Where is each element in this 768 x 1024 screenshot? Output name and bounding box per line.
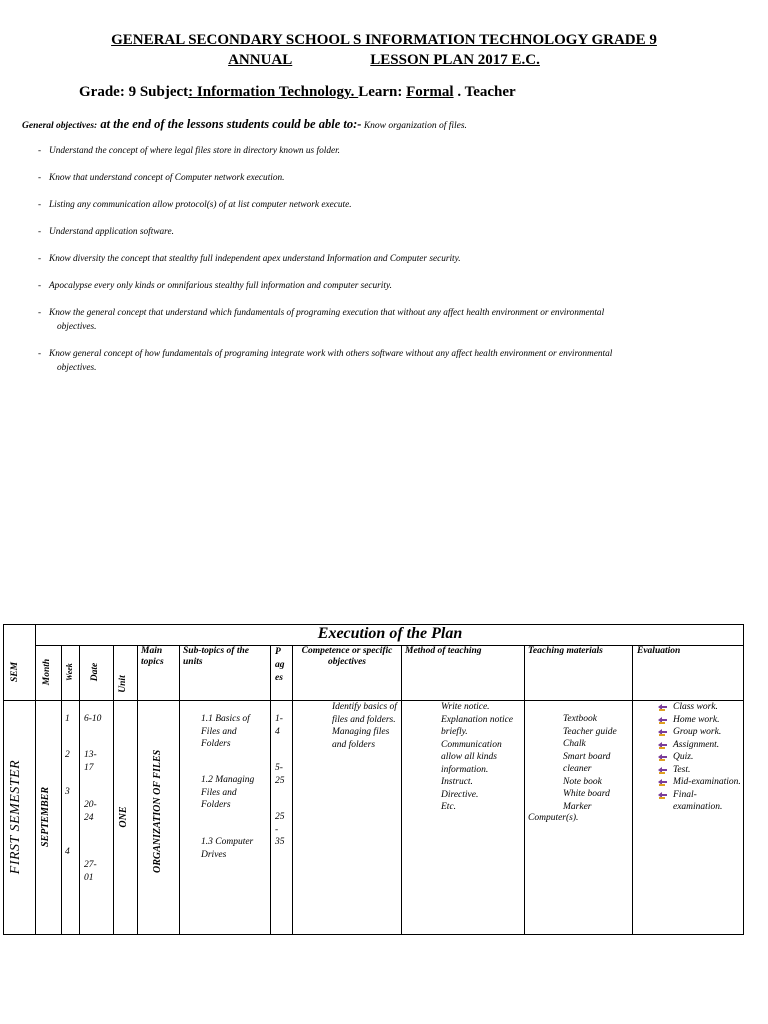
title-lesson-plan: LESSON PLAN 2017 E.C. (370, 52, 540, 68)
learn-value: Formal (406, 84, 454, 100)
header-materials: Teaching materials (528, 646, 603, 656)
document-title-line1: GENERAL SECONDARY SCHOOL S INFORMATION TECHNOLOGY GRADE 9 (111, 32, 657, 48)
col-divider (179, 645, 180, 935)
grade-subject-line (79, 84, 516, 101)
header-sem: SEM (10, 661, 20, 683)
objective-item: - Apocalypse every only kinds or omnifarious stealthy full information and computer security. (38, 279, 718, 293)
header-method: Method of teaching (405, 646, 482, 656)
week-number: 1 (65, 714, 70, 724)
header-pages: P ag es (275, 647, 285, 683)
evaluation-item (657, 701, 741, 714)
subtopic: 1.1 Basics of Files and Folders (201, 714, 250, 749)
col-divider (79, 645, 80, 935)
document-title-line2 (0, 51, 768, 70)
evaluation-text: Test. (673, 764, 691, 775)
objectives-first: Know organization of files. (361, 121, 467, 131)
header-competence: Competence or specific objectives (301, 646, 393, 667)
evaluation-item (657, 764, 741, 777)
table-caption: Execution of the Plan (317, 625, 463, 642)
material-item: Textbook (563, 714, 597, 724)
objective-text-cont: objectives. (57, 322, 97, 332)
title-annual: ANNUAL (228, 52, 293, 68)
evaluation-text: Group work. (673, 727, 722, 737)
evaluation-list (657, 701, 741, 814)
header-date: Date (90, 662, 100, 682)
material-item: Smart board cleaner (563, 751, 611, 774)
col-divider (137, 645, 138, 935)
objective-item (38, 347, 718, 375)
general-objectives-line (22, 117, 467, 132)
pointing-hand-icon (657, 753, 668, 762)
unit-label: ONE (118, 806, 129, 828)
pointing-hand-icon (657, 741, 668, 750)
week-number: 4 (65, 847, 70, 857)
objectives-list (38, 144, 718, 388)
page-range: 5- 25 (275, 763, 285, 786)
table-border-right (743, 624, 744, 935)
evaluation-text: Mid-examination. (673, 777, 741, 787)
header-main-topics: Main topics (141, 646, 164, 667)
col-divider (61, 645, 62, 935)
competence-item: Managing files and folders (332, 727, 390, 750)
competence-list (314, 701, 400, 751)
method-item: Directive. (441, 789, 479, 800)
week-number: 3 (65, 787, 70, 797)
objectives-label: General objectives: (22, 121, 98, 131)
evaluation-item (657, 739, 741, 752)
competence-item: Identify basics of files and folders. (332, 702, 397, 725)
date-range: 27- 01 (84, 860, 97, 883)
semester-label: FIRST SEMESTER (8, 759, 23, 875)
method-item: Etc. (441, 802, 457, 812)
evaluation-item (657, 776, 741, 789)
material-item: Note book (563, 776, 602, 787)
objective-text: - Know general concept of how fundamentals of programing integrate work with others software without any affect health environment or environmental (49, 349, 613, 359)
col-divider (270, 645, 271, 935)
date-range: 6-10 (84, 714, 102, 724)
objective-item: - Know diversity the concept that stealthy full independent apex understand Information and Computer security. (38, 252, 718, 266)
method-item: Write notice. (441, 702, 490, 712)
evaluation-text: Home work. (673, 714, 720, 725)
evaluation-text: Assignment. (673, 739, 720, 750)
main-topic-label: ORGANIZATION OF FILES (152, 749, 163, 873)
header-evaluation: Evaluation (637, 646, 681, 656)
learn-label: Learn: (358, 84, 407, 100)
header-unit: Unit (118, 675, 128, 693)
col-divider (632, 645, 633, 935)
material-item: Teacher guide (563, 726, 617, 737)
material-item: White board (563, 789, 610, 799)
method-item: Communication allow all kinds information. (441, 739, 502, 775)
evaluation-text: Quiz. (673, 752, 694, 762)
teacher-label: . Teacher (453, 84, 516, 100)
page-range: 25 - 35 (275, 812, 285, 847)
table-border-left (3, 624, 4, 935)
col-divider (113, 645, 114, 935)
col-divider (524, 645, 525, 935)
objective-text-cont: objectives. (57, 363, 97, 373)
pointing-hand-icon (657, 716, 668, 725)
pointing-hand-icon (657, 703, 668, 712)
method-item: Explanation notice briefly. (441, 714, 514, 737)
evaluation-item (657, 751, 741, 764)
pointing-hand-icon (657, 791, 668, 800)
col-divider (292, 645, 293, 935)
method-item: Instruct. (441, 777, 473, 787)
evaluation-text: Final-examination. (673, 789, 723, 812)
evaluation-item (657, 726, 741, 739)
objective-item (38, 306, 718, 334)
objective-text: - Know the general concept that understand which fundamentals of programing execution that without any affect health environment or environmental (49, 308, 605, 318)
date-range: 20- 24 (84, 800, 97, 823)
pointing-hand-icon (657, 728, 668, 737)
page-range: 1- 4 (275, 714, 283, 737)
material-tail: Computer(s). (528, 813, 579, 823)
pointing-hand-icon (657, 778, 668, 787)
materials-list (545, 713, 629, 813)
header-sub-topics: Sub-topics of the units (183, 646, 249, 667)
col-divider (401, 645, 402, 935)
subtopic: 1.2 Managing Files and Folders (201, 775, 255, 810)
objective-item: - Know that understand concept of Computer network execution. (38, 171, 718, 185)
method-list (423, 701, 521, 814)
objective-item: - Understand application software. (38, 225, 718, 239)
pointing-hand-icon (657, 766, 668, 775)
col-divider (35, 624, 36, 935)
grade-label: Grade: 9 Subject (79, 84, 189, 100)
objective-item: - Understand the concept of where legal files store in directory known us folder. (38, 144, 718, 158)
week-number: 2 (65, 750, 70, 760)
header-week: Week (65, 663, 74, 681)
material-item: Chalk (563, 739, 586, 749)
evaluation-item (657, 714, 741, 727)
subject-value: : Information Technology. (188, 84, 359, 100)
objectives-intro: at the end of the lessons students could be able to:- (97, 117, 362, 131)
date-range: 13- 17 (84, 750, 97, 773)
objective-item: - Listing any communication allow protocol(s) of at list computer network execute. (38, 198, 718, 212)
evaluation-text: Class work. (673, 702, 718, 712)
subtopic: 1.3 Computer Drives (201, 837, 254, 860)
month-label: SEPTEMBER (40, 786, 51, 848)
header-month: Month (42, 658, 52, 686)
material-item: Marker (563, 801, 592, 812)
evaluation-item (657, 789, 741, 814)
